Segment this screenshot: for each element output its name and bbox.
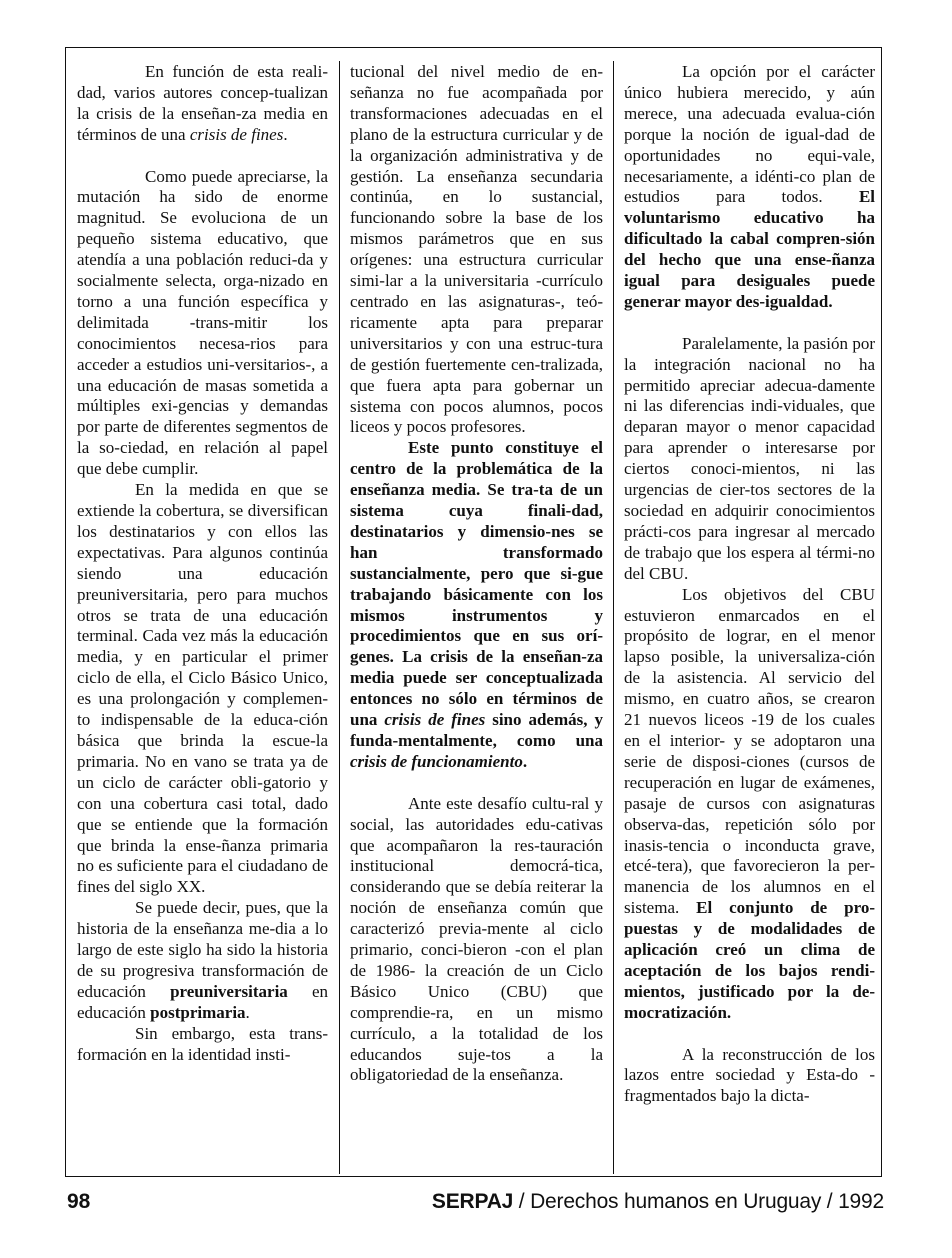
column-divider — [613, 61, 614, 1174]
paragraph: En la medida en que se extiende la cobertura, se diversifican los destinatarios y con ellos las expectativas. Para algunos continúa siendo una educación preuniversitaria, pero para muchos otros se trata de una educación terminal. Cada vez más la educación media, y en particular el primer ciclo de ella, el Ciclo Básico Unico, es una prolongación y complemen-to indispensable de la educa-ción básica que brinda la escue-la primaria. No en vano se trata ya de un ciclo de carácter obli-gatorio y con una cobertura casi total, dado que se entiende que la formación que brinda la ense-ñanza primaria no es suficiente para el ciudadano de fines del siglo XX. — [77, 480, 328, 897]
paragraph: A la reconstrucción de los lazos entre sociedad y Esta-do -fragmentados bajo la dicta- — [624, 1044, 875, 1106]
paragraph: Sin embargo, esta trans-formación en la identidad insti- — [77, 1023, 328, 1064]
paragraph: La opción por el carácter único hubiera merecido, y aún merece, una adecuada evalua-ción porque la noción de igual-dad de oportunidades no equi-vale, necesariamente, a idénti-co plan de estudios para todos. El voluntarismo educativo ha dificultado la cabal compren-sión del hecho que una ense-ñanza igual para desiguales puede generar mayor des-igualdad. — [624, 62, 875, 311]
publisher-name: SERPAJ — [431, 1190, 514, 1213]
text-column-3 — [624, 62, 875, 1107]
paragraph: Los objetivos del CBU estuvieron enmarcados en el propósito de lograr, en el menor lapso posible, la universaliza-ción de la asistencia. Al servicio del mismo, en cuatro años, se crearon 21 nuevos liceos -19 de los cuales en el interior- y se adoptaron una serie de disposi-ciones (cursos de recuperación en lugar de exámenes, pasaje de cursos con asignaturas observa-das, repetición sólo por inasis-tencia o inconducta grave, etcé-tera), que favorecieron la per-manencia de los alumnos en el sistema. El conjunto de pro-puestas y de modalidades de aplicación creó un clima de aceptación de los bajos rendi-mientos, justificado por la de-mocratización. — [624, 584, 875, 1022]
paragraph: Paralelamente, la pasión por la integración nacional no ha permitido apreciar adecua-damente ni las diferencias indi-viduales, que deparan mayor o menor capacidad para aprender o interesarse por ciertos conoci-mientos, ni las urgencias de cier-tos sectores de la sociedad en adquirir conocimientos prácti-cos para ingresar al mercado de trabajo que los espera al térmi-no del CBU. — [624, 333, 875, 583]
running-footer — [432, 1190, 884, 1214]
column-divider — [339, 61, 340, 1174]
paragraph: En función de esta reali-dad, varios autores concep-tualizan la crisis de la enseñan-za media en términos de una crisis de fines. — [77, 62, 328, 144]
publication-title: / Derechos humanos en Uruguay / 1992 — [513, 1190, 884, 1213]
text-column-2 — [350, 62, 603, 1086]
page-number: 98 — [67, 1190, 91, 1213]
paragraph: Este punto constituye el centro de la problemática de la enseñanza media. Se tra-ta de un sistema cuya finali-dad, destinatarios y dimensio-nes se han transformado sustancialmente, pero que si-gue trabajando básicamente con los mismos instrumentos y procedimientos que en sus orí-genes. La crisis de la enseñan-za media puede ser conceptualizada entonces no sólo en términos de una crisis de fines sino además, y funda-mentalmente, como una crisis de funcionamiento. — [350, 438, 603, 771]
paragraph: Ante este desafío cultu-ral y social, las autoridades edu-cativas que acompañaron la res-tauración institucional democrá-tica, considerando que se debía reiterar la noción de enseñanza común que caracterizó previa-mente al ciclo primario, conci-bieron -con el plan de 1986- la creación de un Ciclo Básico Unico (CBU) que comprendie-ra, en un mismo currículo, a la totalidad de los educandos suje-tos a la obligatoriedad de la enseñanza. — [350, 793, 603, 1085]
paragraph: tucional del nivel medio de en-señanza no fue acompañada por transformaciones adecuadas en el plano de la estructura curricular y de la organización administrativa y de gestión. La enseñanza secundaria continúa, en lo sustancial, funcionando sobre la base de los mismos parámetros que en sus orígenes: una estructura curricular simi-lar a la universitaria -currículo centrado en las asignaturas-, teó-ricamente apta para preparar universitarios y con una estruc-tura de gestión fuertemente cen-tralizada, que fuera apta para gobernar un sistema con pocos alumnos, pocos liceos y pocos profesores. — [350, 62, 603, 437]
paragraph: Se puede decir, pues, que la historia de la enseñanza me-dia a lo largo de este siglo ha sido la historia de su progresiva transformación de educación preuniversitaria en educación postprimaria. — [77, 898, 328, 1022]
text-column-1 — [77, 62, 328, 1065]
paragraph: Como puede apreciarse, la mutación ha sido de enorme magnitud. Se evoluciona de un pequeño sistema educativo, que atendía a una población reduci-da y socialmente selecta, orga-nizado en torno a una función específica y delimitada -trans-mitir los conocimientos necesa-rios para acceder a estudios uni-versitarios-, a una educación de masas sometida a múltiples exi-gencias y demandas por parte de diferentes segmentos de la so-ciedad, en relación al papel que debe cumplir. — [77, 166, 328, 479]
